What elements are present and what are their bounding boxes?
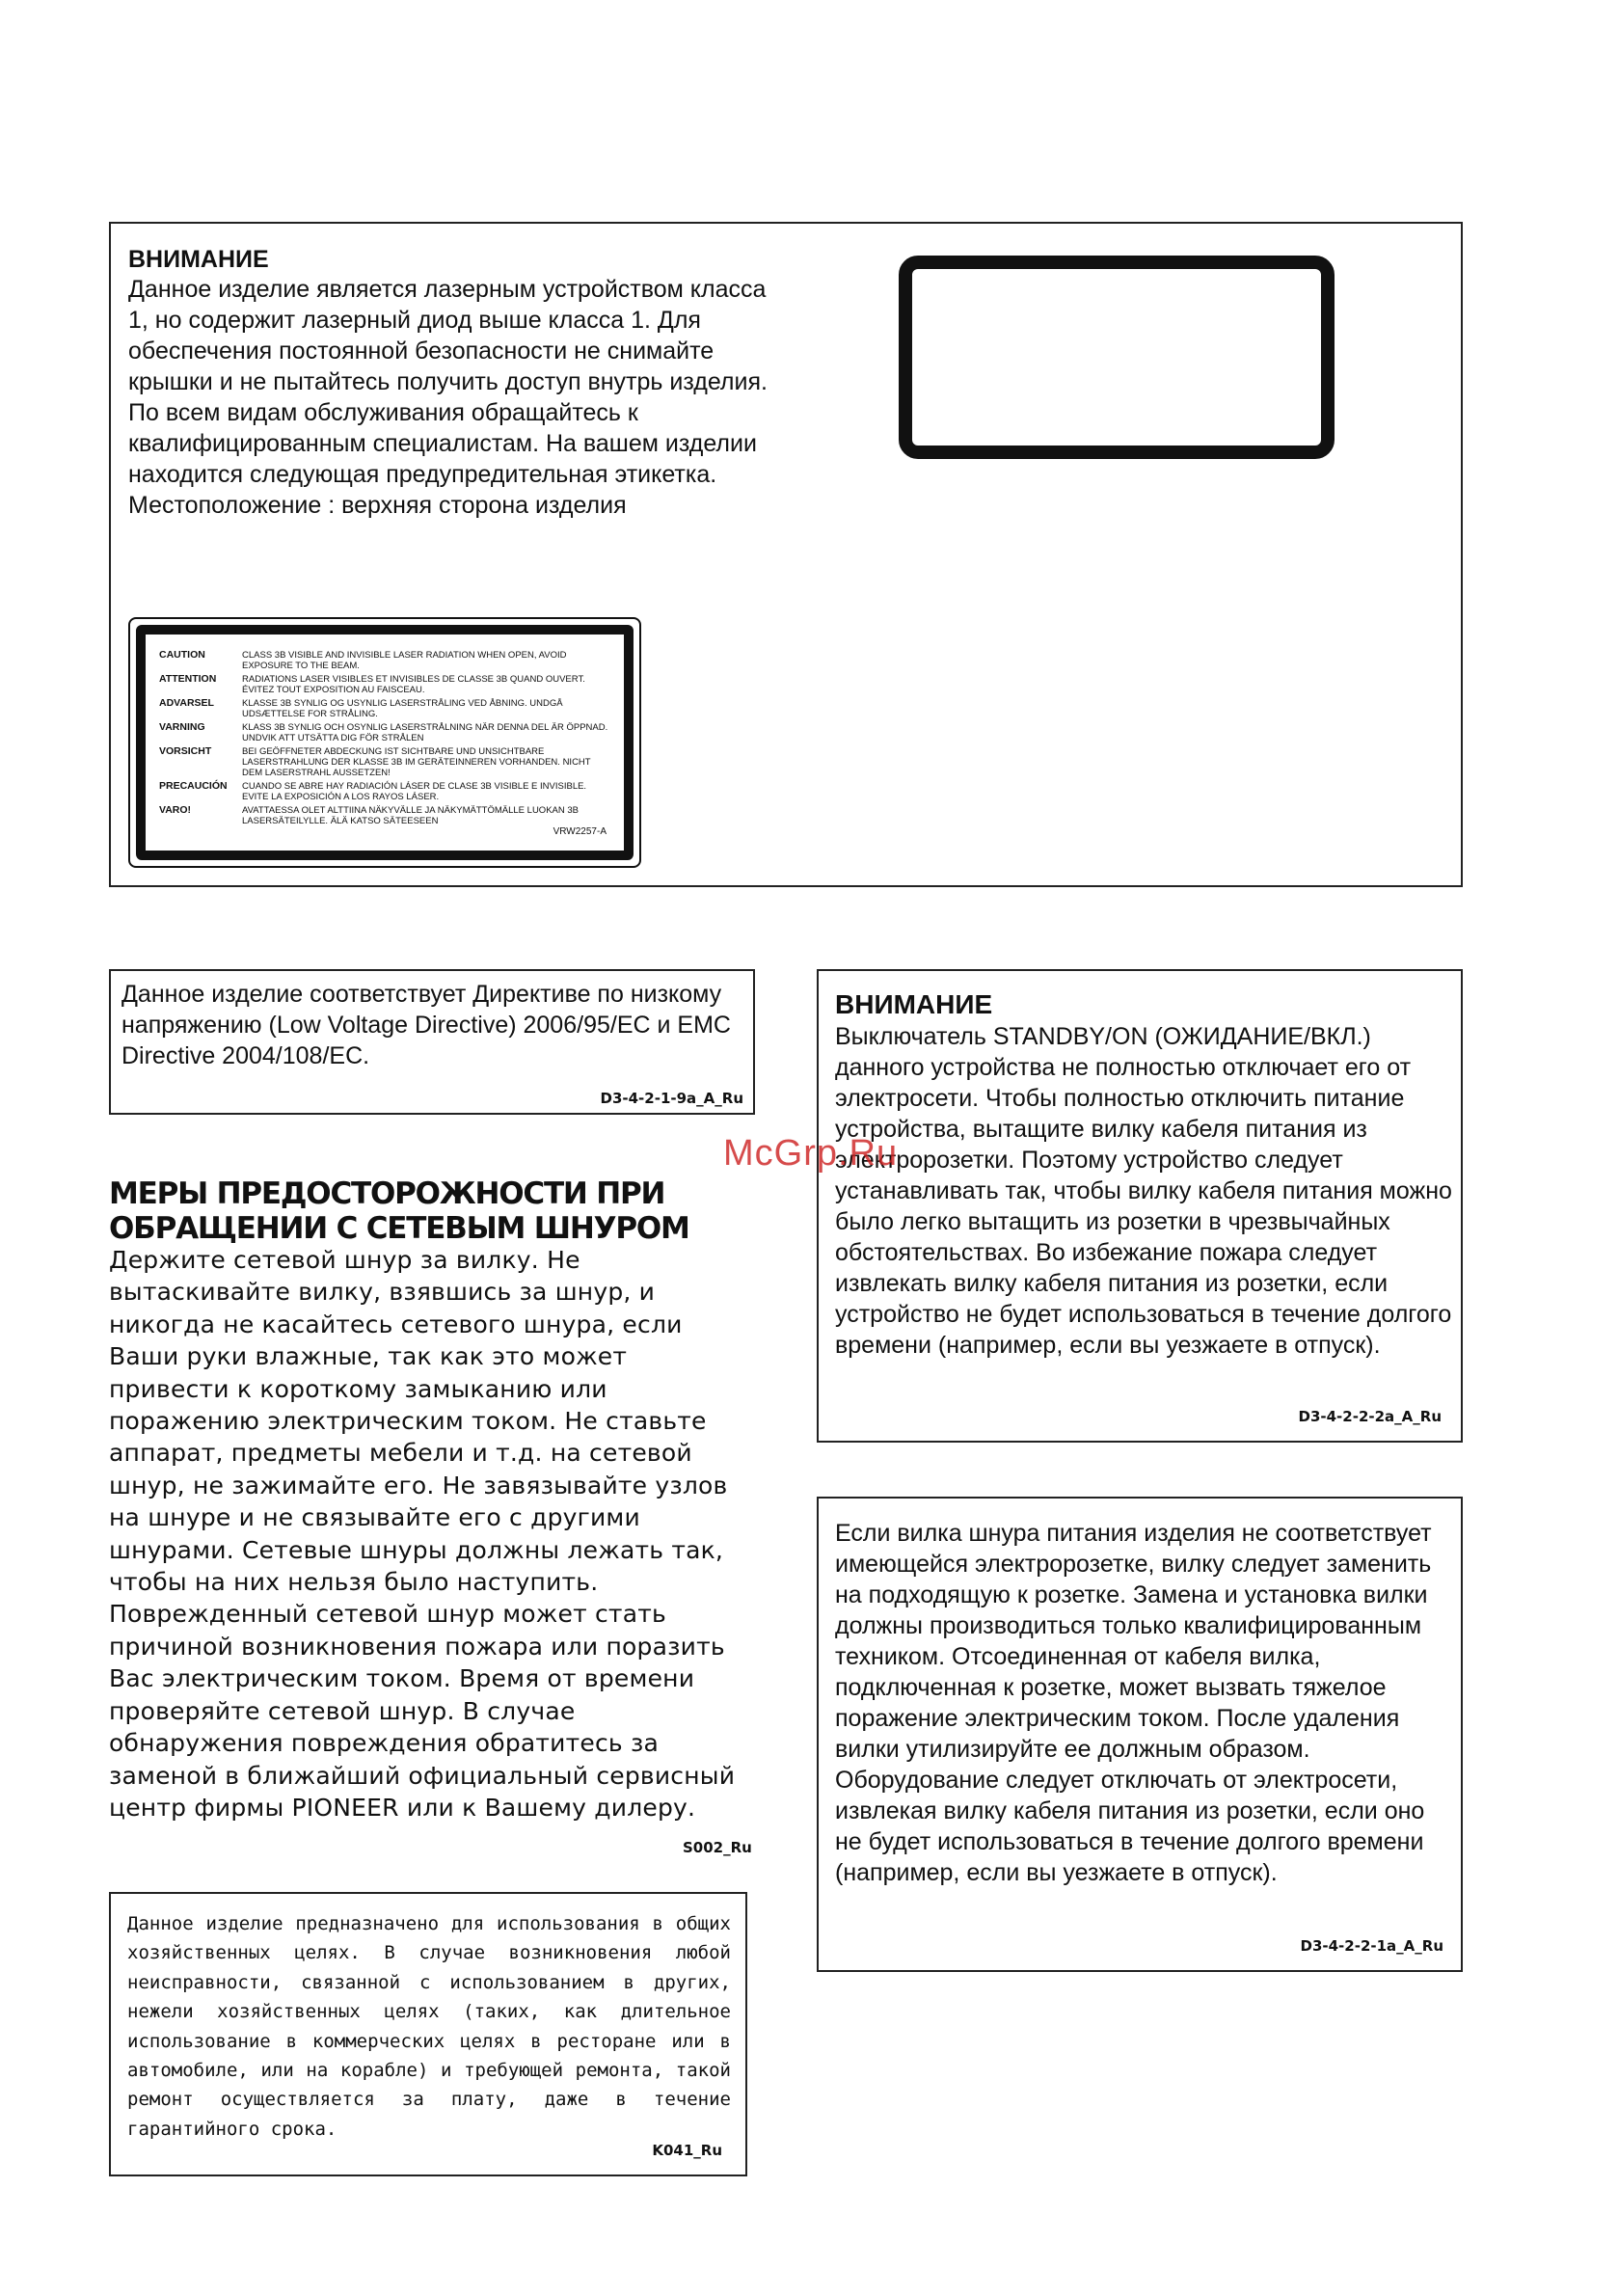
plug-code: D3-4-2-2-1a_A_Ru	[1300, 1937, 1443, 1955]
laser-label-row	[159, 698, 610, 719]
laser-label-key: ATTENTION	[159, 673, 217, 685]
watermark: McGrp.Ru	[723, 1133, 899, 1174]
label-placeholder-frame	[899, 256, 1335, 459]
standby-caution-box	[817, 969, 1463, 1443]
laser-label-value: RADIATIONS LASER VISIBLES ET INVISIBLES DE CLASSE 3B QUAND OUVERT. ÉVITEZ TOUT EXPOSITION AU FAISCEAU.	[242, 674, 585, 695]
laser-label-rows	[159, 650, 610, 826]
laser-label-row	[159, 805, 610, 826]
cord-section-text: Держите сетевой шнур за вилку. Не вытаскивайте вилку, взявшись за шнур, и никогда не касайтесь сетевого шнура, если Ваши руки влажные, так как это может привести к короткому замыканию или поражению электрическим током. Не ставьте аппарат, предметы мебели и т.д. на сетевой шнур, не зажимайте его. Не завязывайте узлов на шнуре и не связывайте его с другими шнурами. Сетевые шнуры должны лежать так, чтобы на них нельзя было наступить. Поврежденный сетевой шнур может стать причиной возникновения пожара или поразить Вас электрическим током. Время от времени проверяйте сетевой шнур. В случае обнаружения повреждения обратитесь за заменой в ближайший официальный сервисный центр фирмы PIONEER или к Вашему дилеру.	[109, 1246, 736, 1822]
laser-label-value: CUANDO SE ABRE HAY RADIACIÓN LÁSER DE CLASE 3B VISIBLE E INVISIBLE. EVITE LA EXPOSICIÓN A LOS RAYOS LÁSER.	[242, 781, 587, 802]
laser-label-value: AVATTAESSA OLET ALTTIINA NÄKYVÄLLE JA NÄKYMÄTTÖMÄLLE LUOKAN 3B LASERSÄTEILYLLE. ÄLÄ KATSO SÄTEESEEN	[242, 805, 579, 826]
laser-label-value: KLASS 3B SYNLIG OCH OSYNLIG LASERSTRÅLNING NÄR DENNA DEL ÄR ÖPPNAD. UNDVIK ATT UTSÄTTA DIG FÖR STRÅLEN	[242, 722, 608, 743]
laser-label-row	[159, 674, 610, 695]
laser-label-key: VARO!	[159, 804, 192, 816]
lvd-text: Данное изделие соответствует Директиве по низкому напряжению (Low Voltage Directive) 2006/95/EC и EMC Directive 2004/108/EC.	[121, 981, 731, 1069]
laser-label-code: VRW2257-A	[553, 826, 607, 837]
lvd-code: D3-4-2-1-9a_A_Ru	[600, 1090, 743, 1107]
laser-label-key: VARNING	[159, 721, 205, 733]
laser-label-row	[159, 722, 610, 743]
laser-label-value: BEI GEÖFFNETER ABDECKUNG IST SICHTBARE UND UNSICHTBARE LASERSTRAHLUNG DER KLASSE 3B IM GERÄTEINNEREN VORHANDEN. NICHT DEM LASERSTRAHL AUSSETZEN!	[242, 746, 591, 778]
standby-text: Выключатель STANDBY/ON (ОЖИДАНИЕ/ВКЛ.) данного устройства не полностью отключает его от электросети. Чтобы полностью отключить питание устройства, вытащите вилку кабеля питания из электророзетки. Поэтому устройство следует устанавливать так, чтобы вилку кабеля питания можно было легко вытащить из розетки в чрезвычайных обстоятельствах. Во избежание пожара следует извлекать вилку кабеля питания из розетки, если устройство не будет использоваться в течение долгого времени (например, если вы уезжаете в отпуск).	[835, 1023, 1452, 1359]
lvd-compliance-box	[109, 969, 755, 1115]
cord-section-title	[109, 1176, 784, 1246]
plug-replacement-box	[817, 1497, 1463, 1972]
laser-label-key: ADVARSEL	[159, 697, 214, 709]
laser-label-row	[159, 650, 610, 671]
cord-code: S002_Ru	[683, 1839, 752, 1856]
usage-notice-box	[109, 1892, 747, 2176]
laser-label-row	[159, 781, 610, 802]
laser-label-row	[159, 746, 610, 778]
laser-warning-label	[128, 617, 641, 868]
cord-title-line1: МЕРЫ ПРЕДОСТОРОЖНОСТИ ПРИ	[109, 1176, 665, 1211]
laser-label-key: CAUTION	[159, 649, 205, 661]
laser-caution-box	[109, 222, 1463, 887]
laser-label-key: PRECAUCIÓN	[159, 780, 228, 792]
laser-label-key: VORSICHT	[159, 745, 212, 757]
caution-heading: ВНИМАНИЕ	[128, 246, 269, 273]
caution-text: Данное изделие является лазерным устройством класса 1, но содержит лазерный диод выше класса 1. Для обеспечения постоянной безопасности не снимайте крышки и не пытайтесь получить доступ внутрь изделия. По всем видам обслуживания обращайтесь к квалифицированным специалистам. На вашем изделии находится следующая предупредительная этикетка. Местоположение : верхняя сторона изделия	[128, 276, 768, 519]
cord-title-line2: ОБРАЩЕНИИ С СЕТЕВЫМ ШНУРОМ	[109, 1211, 689, 1246]
standby-code: D3-4-2-2-2a_A_Ru	[1298, 1408, 1442, 1425]
standby-heading: ВНИМАНИЕ	[835, 989, 993, 1019]
plug-text: Если вилка шнура питания изделия не соответствует имеющейся электророзетке, вилку следует заменить на подходящую к розетке. Замена и установка вилки должны производиться только квалифицированным техником. Отсоединенная от кабеля вилка, подключенная к розетке, может вызвать тяжелое поражение электрическим током. После удаления вилки утилизируйте ее должным образом. Оборудование следует отключать от электросети, извлекая вилку кабеля питания из розетки, если оно не будет использоваться в течение долгого времени (например, если вы уезжаете в отпуск).	[835, 1520, 1432, 1886]
laser-warning-label-inner	[136, 625, 634, 860]
laser-label-value: CLASS 3B VISIBLE AND INVISIBLE LASER RADIATION WHEN OPEN, AVOID EXPOSURE TO THE BEAM.	[242, 650, 567, 671]
usage-text: Данное изделие предназначено для использования в общих хозяйственных целях. В случае возникновения любой неисправности, связанной с использованием в других, нежели хозяйственных целях (таких, как длительное использование в коммерческих целях в ресторане или в автомобиле, или на корабле) и требующей ремонта, такой ремонт осуществляется за плату, даже в течение гарантийного срока.	[127, 1913, 731, 2140]
usage-code: K041_Ru	[652, 2142, 722, 2159]
laser-label-value: KLASSE 3B SYNLIG OG USYNLIG LASERSTRÅLING VED ÅBNING. UNDGÅ UDSÆTTELSE FOR STRÅLING.	[242, 698, 563, 719]
